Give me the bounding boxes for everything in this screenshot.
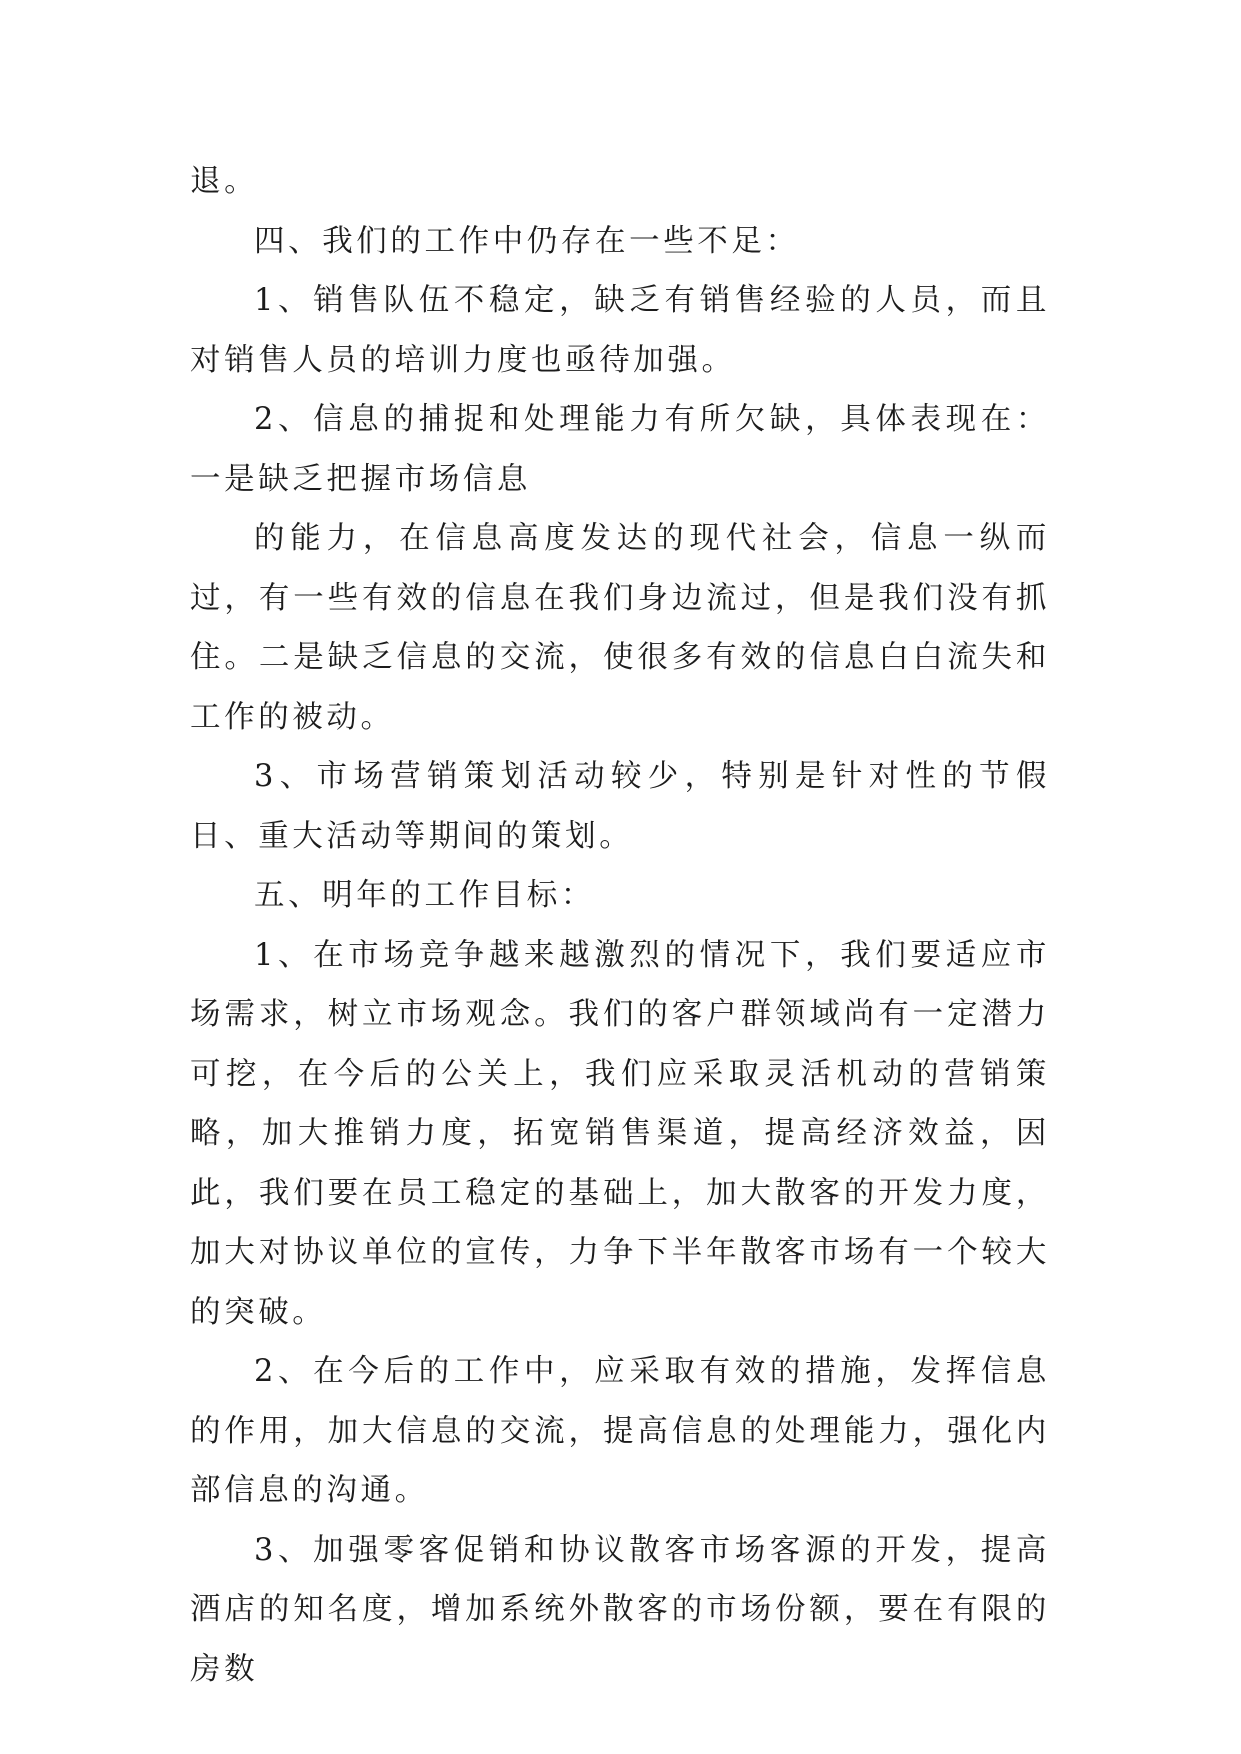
paragraph-goal-3: 3、加强零客促销和协议散客市场客源的开发，提高酒店的知名度，增加系统外散客的市场份额，要在有限的房数 bbox=[190, 1532, 1050, 1687]
paragraph-goal-1: 1、在市场竞争越来越激烈的情况下，我们要适应市场需求，树立市场观念。我们的客户群领域尚有一定潜力可挖，在今后的公关上，我们应采取灵活机动的营销策略，加大推销力度，拓宽销售渠道，提高经济效益，因此，我们要在员工稳定的基础上，加大散客的开发力度，加大对协议单位的宣传，力争下半年散客市场有一个较大的突破。 bbox=[190, 937, 1050, 1330]
document-body bbox=[190, 152, 1050, 1699]
paragraph-item-2: 2、信息的捕捉和处理能力有所欠缺，具体表现在：一是缺乏把握市场信息 bbox=[190, 402, 1050, 497]
paragraph-item-2-continued: 的能力，在信息高度发达的现代社会，信息一纵而过，有一些有效的信息在我们身边流过，但是我们没有抓住。二是缺乏信息的交流，使很多有效的信息白白流失和工作的被动。 bbox=[190, 521, 1050, 735]
section-heading-shortcomings: 四、我们的工作中仍存在一些不足： bbox=[254, 223, 800, 259]
paragraph-goal-2: 2、在今后的工作中，应采取有效的措施，发挥信息的作用，加大信息的交流，提高信息的处理能力，强化内部信息的沟通。 bbox=[190, 1354, 1050, 1508]
paragraph-item-3: 3、市场营销策划活动较少，特别是针对性的节假日、重大活动等期间的策划。 bbox=[190, 759, 1050, 854]
paragraph-continuation: 退。 bbox=[190, 164, 259, 199]
paragraph-item-1: 1、销售队伍不稳定，缺乏有销售经验的人员，而且对销售人员的培训力度也亟待加强。 bbox=[190, 283, 1050, 378]
section-heading-goals: 五、明年的工作目标： bbox=[254, 878, 595, 913]
